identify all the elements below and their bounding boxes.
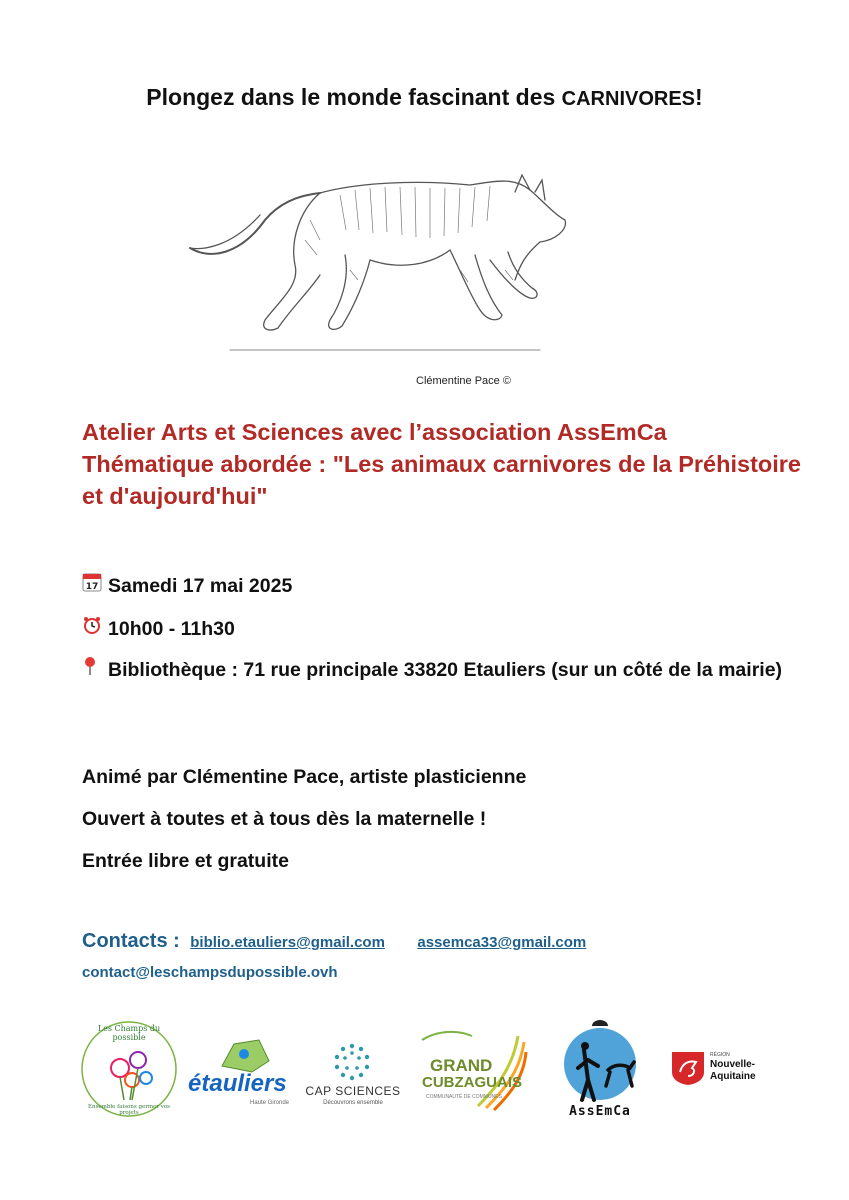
etauliers-logo bbox=[188, 1036, 298, 1116]
champs-logo-name: Les Champs du possible bbox=[97, 1024, 161, 1042]
champs-du-possible-logo bbox=[80, 1020, 178, 1118]
illustration-credit: Clémentine Pace © bbox=[416, 375, 511, 387]
grand-logo-sub: COMMUNAUTÉ DE COMMUNES bbox=[426, 1094, 502, 1100]
etauliers-logo-name: étauliers bbox=[188, 1070, 287, 1097]
carnivore-illustration bbox=[170, 160, 590, 370]
grand-logo-line2: CUBZAGUAIS bbox=[422, 1074, 522, 1091]
champs-logo-motto: Ensemble faisons germer vos projets bbox=[88, 1104, 170, 1116]
contacts-block bbox=[82, 930, 802, 981]
svg-text:17: 17 bbox=[85, 582, 99, 592]
partner-logos bbox=[80, 1020, 780, 1130]
region-logo-small: RÉGION bbox=[710, 1052, 730, 1058]
event-location-text: Bibliothèque : 71 rue principale 33820 Etauliers (sur un côté de la mairie) bbox=[108, 659, 783, 681]
workshop-title: Atelier Arts et Sciences avec l’association AssEmCa bbox=[82, 419, 667, 445]
title-highlight: CARNIVORES bbox=[561, 88, 696, 110]
entry-line: Entrée libre et gratuite bbox=[82, 850, 289, 872]
contacts-label: Contacts : bbox=[82, 930, 180, 952]
assemca-logo bbox=[554, 1020, 646, 1122]
email-champs-link[interactable]: contact@leschampsdupossible.ovh bbox=[82, 964, 338, 981]
cap-sciences-logo bbox=[302, 1042, 404, 1112]
etauliers-logo-sub: Haute Gironde bbox=[250, 1100, 290, 1106]
alarm-clock-icon bbox=[82, 614, 108, 646]
event-time-text: 10h00 - 11h30 bbox=[108, 618, 235, 640]
grand-logo-line1: GRAND bbox=[430, 1056, 493, 1075]
calendar-icon bbox=[82, 571, 108, 603]
cap-sciences-logo-sub: Découvrons ensemble bbox=[323, 1100, 383, 1106]
email-assemca-link[interactable]: assemca33@gmail.com bbox=[417, 934, 587, 951]
workshop-heading bbox=[82, 416, 802, 512]
region-logo-line2: Aquitaine bbox=[710, 1071, 756, 1082]
grand-cubzaguais-logo bbox=[418, 1026, 528, 1118]
event-location bbox=[82, 654, 802, 687]
host-line: Animé par Clémentine Pace, artiste plasticienne bbox=[82, 766, 527, 788]
event-date-text: Samedi 17 mai 2025 bbox=[108, 575, 293, 597]
email-biblio-link[interactable]: biblio.etauliers@gmail.com bbox=[190, 934, 385, 951]
assemca-logo-name: AssEmCa bbox=[569, 1104, 631, 1119]
audience-line: Ouvert à toutes et à tous dès la maternelle ! bbox=[82, 808, 487, 830]
pin-icon bbox=[82, 655, 108, 687]
nouvelle-aquitaine-logo bbox=[670, 1050, 780, 1090]
cap-sciences-logo-name: CAP SCIENCES bbox=[305, 1084, 401, 1098]
workshop-theme: Thématique abordée : "Les animaux carnivores de la Préhistoire et d'aujourd'hui" bbox=[82, 451, 801, 509]
region-logo-line1: Nouvelle- bbox=[710, 1059, 756, 1070]
page-title bbox=[0, 84, 849, 111]
event-date bbox=[82, 570, 802, 603]
title-lead: Plongez dans le monde fascinant des bbox=[146, 84, 562, 110]
event-time bbox=[82, 613, 802, 646]
title-end: ! bbox=[695, 84, 703, 110]
